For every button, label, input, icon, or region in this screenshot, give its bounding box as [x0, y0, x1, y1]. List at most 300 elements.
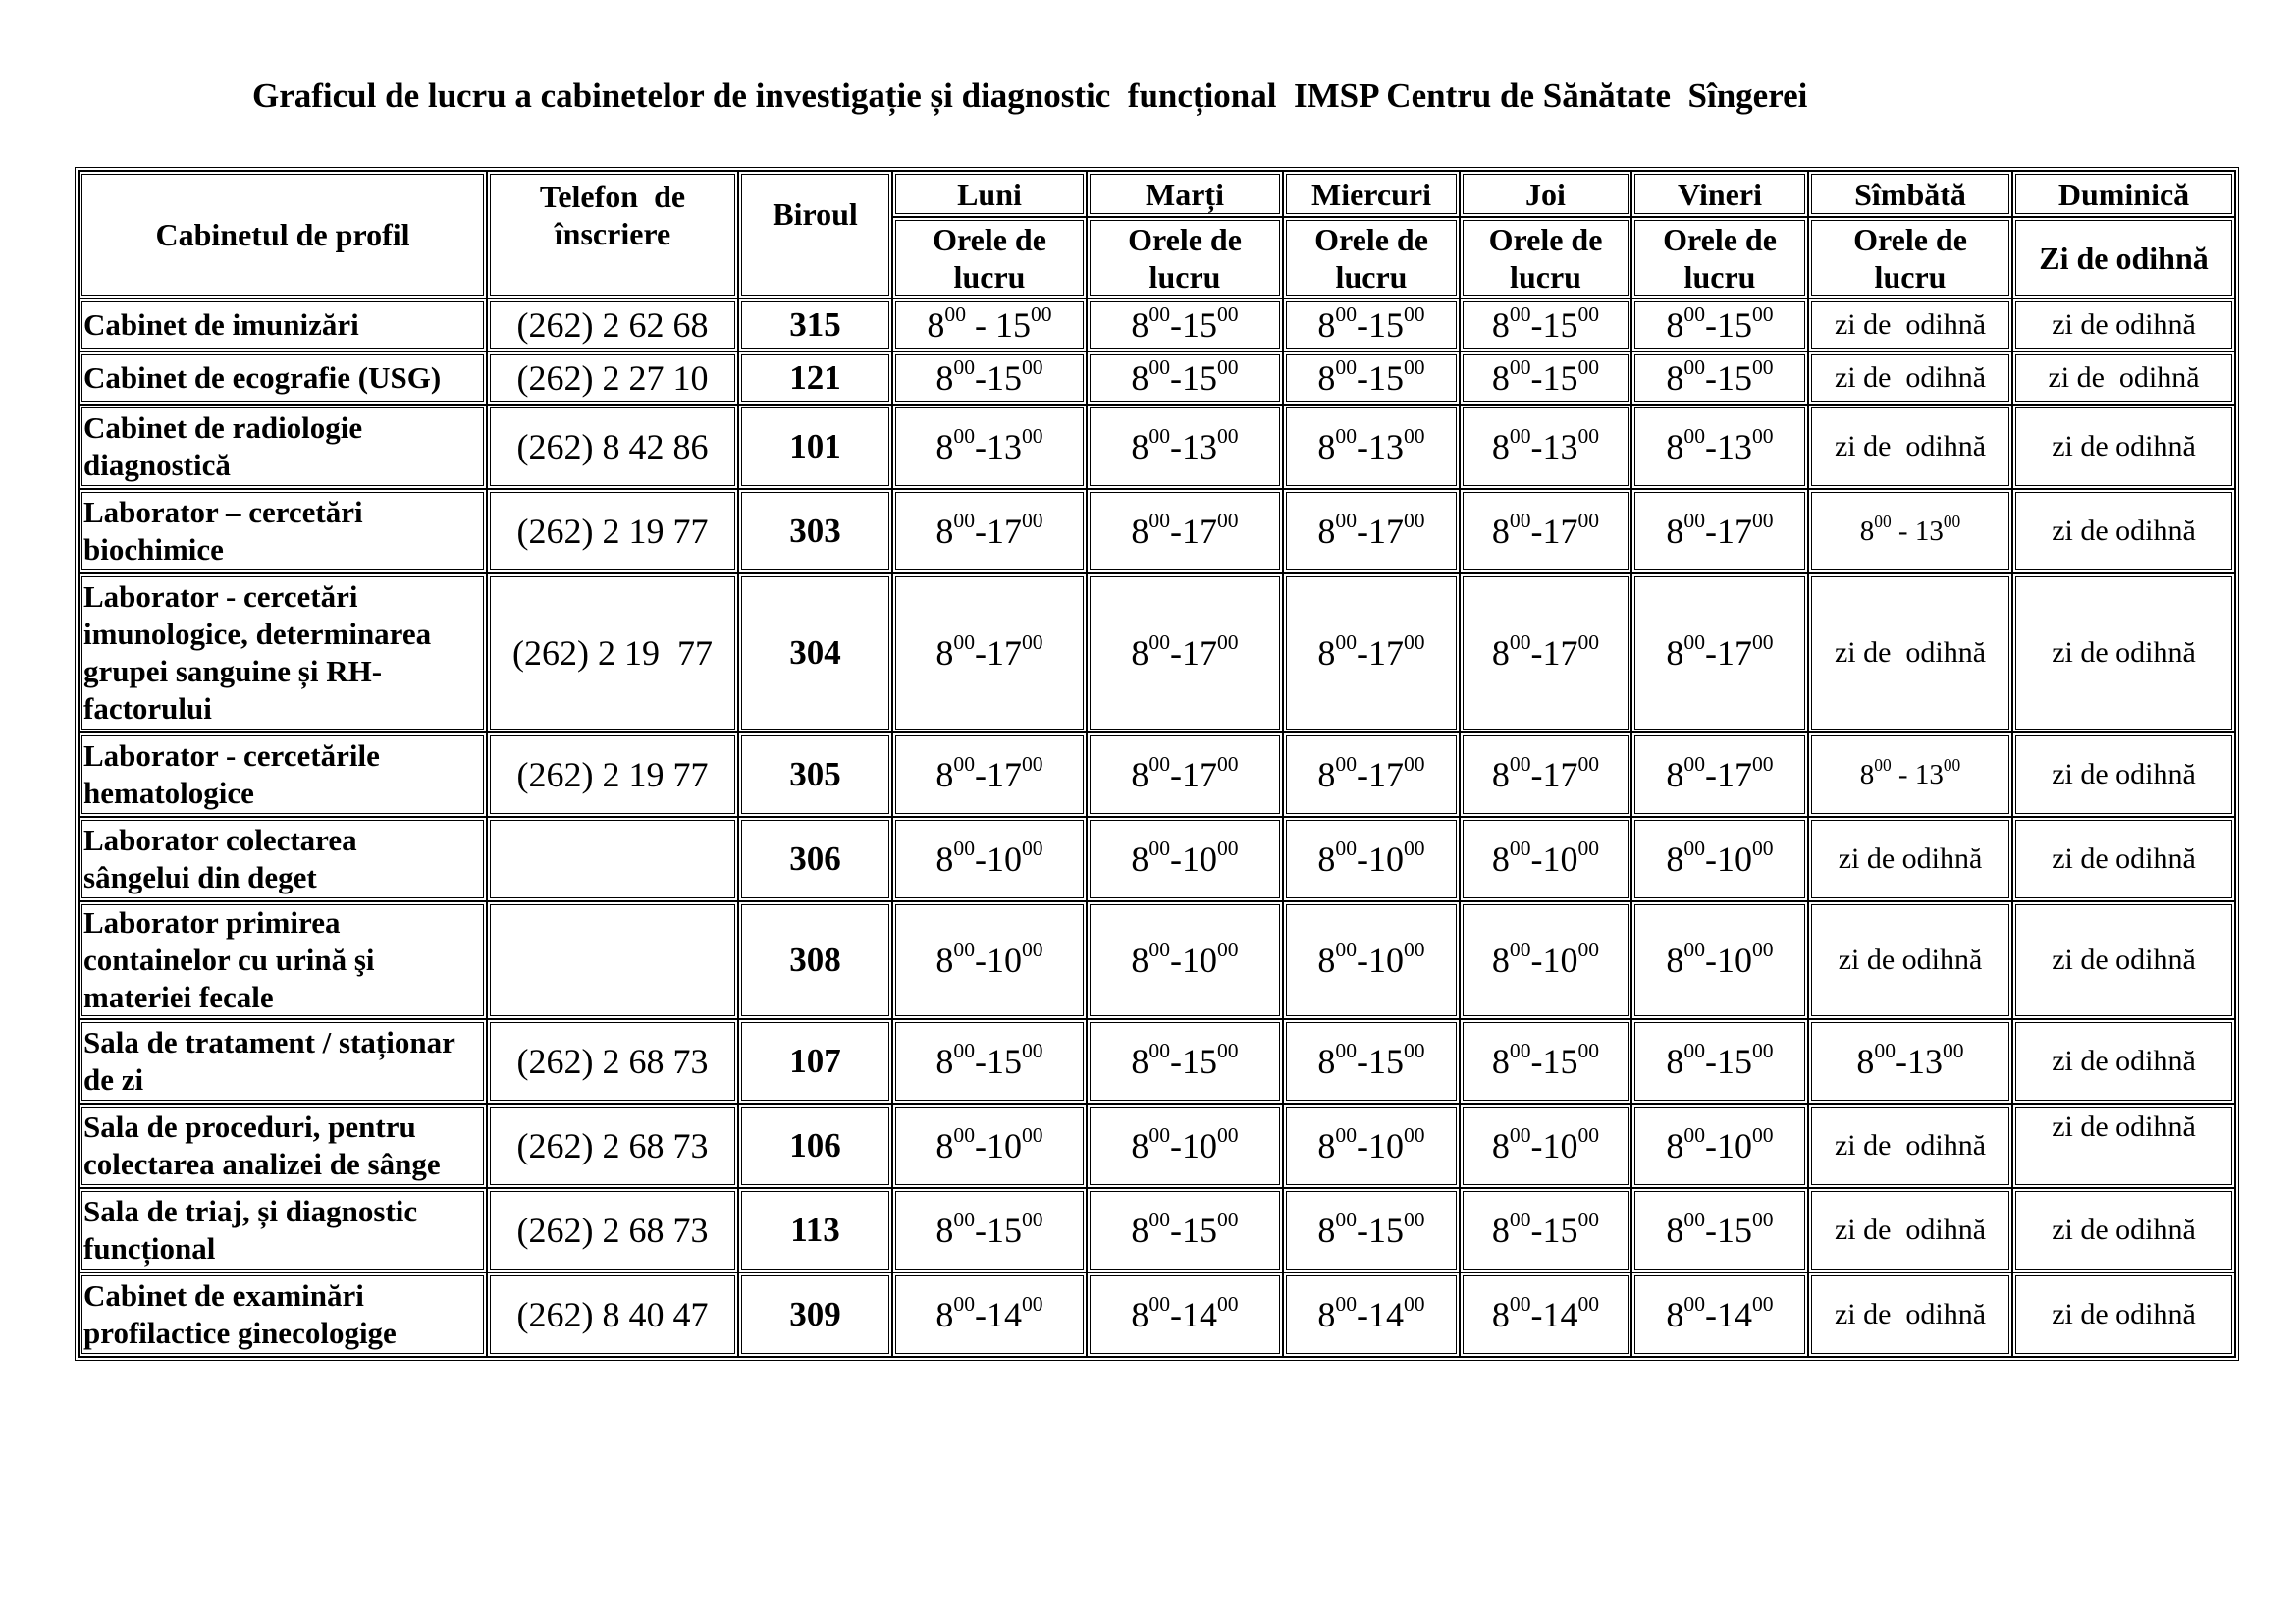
minute-start: 00: [1148, 508, 1170, 532]
minute-end: 00: [1217, 937, 1239, 961]
minute-start: 00: [1509, 1038, 1531, 1062]
hour-end: 10: [987, 941, 1022, 980]
office-number: 305: [738, 732, 892, 817]
working-hours: [1283, 298, 1460, 352]
working-hours: [1283, 1104, 1460, 1188]
cabinet-name-line: de zi: [83, 1062, 144, 1097]
hour-end: 15: [1368, 1211, 1404, 1250]
hour-separator: -: [1357, 305, 1368, 345]
hour-separator: -: [1170, 358, 1182, 398]
hour-start: 8: [1317, 633, 1336, 673]
working-hours: [1087, 732, 1283, 817]
hour-end: 10: [1542, 1126, 1578, 1165]
cabinet-name-line: sângelui din deget: [83, 860, 317, 894]
minute-end: 00: [1404, 836, 1425, 860]
working-hours: [1087, 298, 1283, 352]
hour-separator: -: [1530, 305, 1543, 345]
hour-separator: -: [1530, 633, 1543, 673]
hour-start: 8: [1666, 941, 1684, 980]
hour-end: 10: [1182, 1126, 1217, 1165]
working-hours: [1087, 901, 1283, 1019]
table-row: [79, 817, 2235, 901]
hour-separator: -: [1170, 755, 1182, 794]
hour-end: 17: [987, 512, 1022, 551]
hour-start: 8: [1131, 839, 1149, 879]
cabinet-name: [79, 298, 487, 352]
hour-start: 8: [1666, 427, 1684, 466]
minute-start: 00: [944, 301, 966, 326]
hour-start: 8: [935, 1126, 954, 1165]
minute-start: 00: [1335, 354, 1357, 379]
minute-end: 00: [1577, 1207, 1600, 1231]
hour-separator: -: [1896, 1042, 1907, 1081]
hour-start: 8: [1666, 1211, 1684, 1250]
hour-separator: -: [975, 755, 987, 794]
hour-separator: -: [1170, 1211, 1182, 1250]
working-hours: [892, 405, 1087, 489]
hour-end: 17: [987, 755, 1022, 794]
hour-separator: -: [1170, 1042, 1182, 1081]
hour-separator: -: [975, 358, 987, 398]
working-hours: [1631, 1104, 1808, 1188]
minute-start: 00: [1335, 1038, 1357, 1062]
working-hours: [1631, 1019, 1808, 1104]
minute-start: 00: [1335, 937, 1357, 961]
working-hours: [1460, 817, 1631, 901]
hour-separator: -: [1530, 427, 1543, 466]
header-hours-line1: Orele de: [1663, 221, 1777, 257]
hour-separator: -: [1530, 358, 1543, 398]
minute-end: 00: [1022, 1207, 1043, 1231]
working-hours: [1283, 489, 1460, 573]
working-hours: [892, 817, 1087, 901]
minute-end: 00: [1577, 836, 1600, 860]
hour-separator: -: [1891, 759, 1915, 790]
working-hours: [1283, 1272, 1460, 1357]
hour-start: 8: [935, 358, 954, 398]
working-hours: [1460, 573, 1631, 732]
minute-start: 00: [1683, 508, 1705, 532]
schedule-table: [75, 167, 2239, 1361]
saturday-rest: zi de odihnă: [1808, 405, 2012, 489]
working-hours: [1631, 732, 1808, 817]
hour-separator: -: [1530, 1042, 1543, 1081]
hour-start: 8: [1666, 755, 1684, 794]
cabinet-name-line: Sala de proceduri, pentru: [83, 1110, 416, 1144]
header-day: Marți: [1087, 171, 1283, 217]
minute-start: 00: [1148, 629, 1170, 654]
working-hours: [1460, 405, 1631, 489]
minute-end: 00: [1404, 354, 1425, 379]
minute-start: 00: [1874, 754, 1892, 775]
saturday-rest: zi de odihnă: [1808, 352, 2012, 405]
minute-start: 00: [1148, 1207, 1170, 1231]
hour-end: 10: [1368, 941, 1404, 980]
header-sunday-rest: Zi de odihnă: [2012, 217, 2235, 298]
cabinet-name-line: diagnostică: [83, 448, 231, 482]
header-hours-line2: lucru: [1148, 258, 1221, 295]
cabinet-name-line: biochimice: [83, 532, 224, 567]
working-hours: [1631, 573, 1808, 732]
minute-start: 00: [1148, 1038, 1170, 1062]
working-hours: [892, 1188, 1087, 1272]
minute-end: 00: [1752, 1038, 1774, 1062]
hour-start: 8: [1317, 1211, 1336, 1250]
header-hours-line2: lucru: [1683, 258, 1756, 295]
minute-start: 00: [1335, 629, 1357, 654]
hour-separator: -: [1357, 512, 1368, 551]
hour-separator: -: [1170, 1126, 1182, 1165]
office-number: 121: [738, 352, 892, 405]
hour-separator: -: [975, 427, 987, 466]
hour-separator: -: [1170, 427, 1182, 466]
hour-separator: -: [1705, 633, 1717, 673]
header-day: Duminică: [2012, 171, 2235, 217]
working-hours: [1460, 1104, 1631, 1188]
minute-end: 00: [1404, 301, 1425, 326]
hour-separator: -: [1705, 1042, 1717, 1081]
hour-separator: -: [1705, 1211, 1717, 1250]
header-hours: [1631, 217, 1808, 298]
hour-end: 17: [1542, 755, 1578, 794]
hour-separator: -: [1530, 512, 1543, 551]
working-hours: [1460, 901, 1631, 1019]
hour-end: 10: [1542, 839, 1578, 879]
minute-end: 00: [1031, 301, 1052, 326]
working-hours: [1283, 1188, 1460, 1272]
hour-separator: -: [1705, 305, 1717, 345]
hour-end: 13: [1182, 427, 1217, 466]
minute-end: 00: [1022, 1291, 1043, 1316]
hour-start: 8: [1317, 1042, 1336, 1081]
header-hours-line2: lucru: [1510, 258, 1581, 295]
hour-start: 8: [935, 755, 954, 794]
hour-start: 8: [1131, 1126, 1149, 1165]
hour-start: 8: [1491, 755, 1510, 794]
hour-separator: -: [975, 941, 987, 980]
header-hours-line1: Orele de: [1853, 221, 1967, 257]
office-number: 308: [738, 901, 892, 1019]
sunday-rest: zi de odihnă: [2012, 732, 2235, 817]
header-day: Miercuri: [1283, 171, 1460, 217]
hour-end: 15: [1182, 358, 1217, 398]
hour-start: 8: [1666, 1042, 1684, 1081]
header-day: Vineri: [1631, 171, 1808, 217]
hour-end: 17: [987, 633, 1022, 673]
hour-end: 15: [1368, 305, 1404, 345]
hour-separator: -: [1530, 1295, 1543, 1334]
hour-end: 15: [1542, 358, 1578, 398]
minute-end: 00: [1577, 423, 1600, 448]
hour-start: 8: [935, 427, 954, 466]
minute-end: 00: [1022, 751, 1043, 776]
minute-start: 00: [1509, 1122, 1531, 1147]
header-hours: [1283, 217, 1460, 298]
hour-end: 15: [1717, 358, 1752, 398]
minute-end: 00: [1752, 301, 1774, 326]
minute-start: 00: [1335, 1207, 1357, 1231]
office-number: 315: [738, 298, 892, 352]
hour-start: 8: [1131, 512, 1149, 551]
hour-end: 17: [1542, 512, 1578, 551]
cabinet-name-line: containelor cu urină şi: [83, 943, 375, 977]
header-day: Sîmbătă: [1808, 171, 2012, 217]
working-hours: [1087, 573, 1283, 732]
cabinet-name-line: grupei sanguine și RH-: [83, 654, 383, 688]
hour-end: 17: [1368, 755, 1404, 794]
cabinet-name: [79, 817, 487, 901]
office-number: 303: [738, 489, 892, 573]
hour-end: 15: [987, 358, 1022, 398]
hour-start: 8: [1131, 1211, 1149, 1250]
minute-end: 00: [1752, 629, 1774, 654]
minute-end: 00: [1217, 301, 1239, 326]
hour-start: 8: [1666, 305, 1684, 345]
minute-start: 00: [1148, 423, 1170, 448]
minute-start: 00: [1683, 301, 1705, 326]
hour-separator: -: [1357, 755, 1368, 794]
hour-end: 17: [1182, 755, 1217, 794]
minute-start: 00: [953, 1207, 975, 1231]
table-row: [79, 298, 2235, 352]
cabinet-name: [79, 489, 487, 573]
working-hours: [892, 1104, 1087, 1188]
hour-separator: -: [1705, 1126, 1717, 1165]
phone-number: (262) 2 68 73: [487, 1104, 738, 1188]
minute-start: 00: [953, 937, 975, 961]
hour-start: 8: [1131, 305, 1149, 345]
hour-end: 10: [1717, 1126, 1752, 1165]
office-number: 304: [738, 573, 892, 732]
hour-start: 8: [1131, 755, 1149, 794]
cabinet-name: [79, 573, 487, 732]
minute-end: 00: [1577, 629, 1600, 654]
minute-start: 00: [1683, 937, 1705, 961]
working-hours: [1631, 817, 1808, 901]
working-hours: [1087, 1272, 1283, 1357]
cabinet-name: [79, 1019, 487, 1104]
sunday-rest: zi de odihnă: [2012, 573, 2235, 732]
hour-start: 8: [1131, 941, 1149, 980]
cabinet-name-line: Laborator – cercetări: [83, 495, 363, 529]
schedule-body: [79, 298, 2235, 1357]
working-hours: [1087, 1104, 1283, 1188]
hour-end: 15: [1542, 1211, 1578, 1250]
hour-separator: -: [1357, 358, 1368, 398]
working-hours: [1283, 901, 1460, 1019]
hour-separator: -: [975, 1042, 987, 1081]
hour-end: 15: [995, 305, 1031, 345]
working-hours: [1460, 489, 1631, 573]
hour-end: 17: [1368, 512, 1404, 551]
header-phone-line1: Telefon de: [539, 179, 686, 214]
hour-end: 14: [987, 1295, 1022, 1334]
minute-start: 00: [953, 1038, 975, 1062]
sunday-rest: zi de odihnă: [2012, 1272, 2235, 1357]
hour-end: 13: [1717, 427, 1752, 466]
working-hours: [1087, 489, 1283, 573]
hour-separator: -: [1170, 1295, 1182, 1334]
hour-end: 15: [1717, 1211, 1752, 1250]
minute-start: 00: [1335, 508, 1357, 532]
working-hours: [1283, 352, 1460, 405]
working-hours: [1283, 573, 1460, 732]
minute-end: 00: [1404, 423, 1425, 448]
hour-start: 8: [1859, 515, 1875, 547]
minute-end: 00: [1022, 1122, 1043, 1147]
minute-end: 00: [1577, 1038, 1600, 1062]
hour-separator: -: [1705, 512, 1717, 551]
cabinet-name-line: funcțional: [83, 1231, 216, 1266]
hour-start: 8: [1666, 1126, 1684, 1165]
cabinet-name-line: hematologice: [83, 776, 254, 810]
minute-end: 00: [1752, 1207, 1774, 1231]
cabinet-name-line: materiei fecale: [83, 980, 274, 1014]
header-hours: [1087, 217, 1283, 298]
hour-separator: -: [1530, 941, 1543, 980]
hour-end: 17: [1717, 633, 1752, 673]
hour-separator: -: [966, 305, 995, 345]
hour-start: 8: [935, 512, 954, 551]
hour-end: 17: [1182, 633, 1217, 673]
hour-start: 8: [1491, 633, 1510, 673]
minute-start: 00: [1683, 1207, 1705, 1231]
minute-start: 00: [1335, 751, 1357, 776]
minute-start: 00: [1509, 751, 1531, 776]
hour-end: 15: [1368, 358, 1404, 398]
minute-end: 00: [1404, 508, 1425, 532]
minute-end: 00: [1404, 629, 1425, 654]
header-cabinet: Cabinetul de profil: [79, 171, 487, 298]
hour-separator: -: [975, 1126, 987, 1165]
hour-start: 8: [1317, 1126, 1336, 1165]
document-title: Graficul de lucru a cabinetelor de investigație și diagnostic funcțional IMSP Centru de Sănătate Sîngerei: [252, 77, 1808, 115]
minute-start: 00: [953, 836, 975, 860]
hour-end: 17: [1717, 512, 1752, 551]
hour-start: 8: [1131, 427, 1149, 466]
minute-end: 00: [1752, 508, 1774, 532]
hour-separator: -: [1357, 1211, 1368, 1250]
hour-start: 8: [1317, 427, 1336, 466]
hour-start: 8: [1491, 1042, 1510, 1081]
hour-end: 10: [987, 839, 1022, 879]
minute-start: 00: [1148, 937, 1170, 961]
hour-end: 14: [1368, 1295, 1404, 1334]
hour-end: 10: [1717, 941, 1752, 980]
minute-start: 00: [1335, 423, 1357, 448]
table-row: [79, 573, 2235, 732]
minute-start: 00: [1509, 423, 1531, 448]
working-hours: [1283, 405, 1460, 489]
minute-start: 00: [1148, 1291, 1170, 1316]
hour-end: 15: [1368, 1042, 1404, 1081]
hour-end: 10: [987, 1126, 1022, 1165]
header-hours-line1: Orele de: [1488, 221, 1603, 257]
phone-number: (262) 2 19 77: [487, 489, 738, 573]
hour-separator: -: [975, 1211, 987, 1250]
cabinet-name-line: Cabinet de imunizări: [83, 307, 359, 342]
hour-separator: -: [975, 512, 987, 551]
minute-end: 00: [1752, 937, 1774, 961]
hour-start: 8: [1317, 1295, 1336, 1334]
minute-start: 00: [953, 1122, 975, 1147]
sunday-rest: zi de odihnă: [2012, 1019, 2235, 1104]
minute-end: 00: [1217, 1038, 1239, 1062]
hour-end: 14: [1717, 1295, 1752, 1334]
phone-number: (262) 2 62 68: [487, 298, 738, 352]
table-row: [79, 405, 2235, 489]
cabinet-name-line: factorului: [83, 691, 212, 726]
working-hours: [892, 732, 1087, 817]
header-phone-line2: înscriere: [554, 216, 671, 251]
hour-end: 10: [1542, 941, 1578, 980]
cabinet-name-line: colectarea analizei de sânge: [83, 1147, 441, 1181]
cabinet-name: [79, 732, 487, 817]
phone-number: (262) 2 19 77: [487, 573, 738, 732]
minute-end: 00: [1752, 423, 1774, 448]
hour-end: 13: [1914, 515, 1944, 547]
cabinet-name-line: Cabinet de examinări: [83, 1278, 364, 1313]
working-hours: [1087, 352, 1283, 405]
hour-end: 13: [1368, 427, 1404, 466]
sunday-rest: zi de odihnă: [2012, 489, 2235, 573]
saturday-rest: zi de odihnă: [1808, 298, 2012, 352]
hour-start: 8: [1317, 941, 1336, 980]
hour-separator: -: [1705, 427, 1717, 466]
minute-start: 00: [1683, 629, 1705, 654]
minute-start: 00: [1509, 1291, 1531, 1316]
table-row: [79, 1272, 2235, 1357]
cabinet-name-line: Laborator primirea: [83, 905, 341, 940]
hour-end: 15: [1717, 1042, 1752, 1081]
minute-end: 00: [1217, 354, 1239, 379]
cabinet-name-line: profilactice ginecologige: [83, 1316, 397, 1350]
minute-end: 00: [1022, 508, 1043, 532]
minute-start: 00: [953, 629, 975, 654]
hour-separator: -: [1357, 839, 1368, 879]
hour-start: 8: [1317, 358, 1336, 398]
header-hours-line1: Orele de: [1128, 221, 1242, 257]
working-hours: [892, 298, 1087, 352]
hour-separator: -: [1705, 839, 1717, 879]
hour-start: 8: [1317, 305, 1336, 345]
sunday-rest: zi de odihnă: [2012, 901, 2235, 1019]
phone-number: (262) 8 42 86: [487, 405, 738, 489]
hour-start: 8: [1666, 633, 1684, 673]
working-hours: [1283, 1019, 1460, 1104]
hour-start: 8: [1491, 427, 1510, 466]
minute-start: 00: [1335, 836, 1357, 860]
hour-start: 8: [935, 1295, 954, 1334]
hour-end: 10: [1182, 941, 1217, 980]
hour-separator: -: [1705, 1295, 1717, 1334]
hour-separator: -: [1170, 512, 1182, 551]
minute-start: 00: [1683, 423, 1705, 448]
minute-end: 00: [1752, 836, 1774, 860]
hour-start: 8: [1491, 305, 1510, 345]
minute-end: 00: [1022, 836, 1043, 860]
minute-end: 00: [1577, 937, 1600, 961]
office-number: 107: [738, 1019, 892, 1104]
hour-start: 8: [1131, 633, 1149, 673]
working-hours: [1283, 732, 1460, 817]
working-hours: [1460, 732, 1631, 817]
phone-number: [487, 817, 738, 901]
minute-end: 00: [1022, 937, 1043, 961]
minute-end: 00: [1217, 508, 1239, 532]
hour-separator: -: [975, 633, 987, 673]
saturday-rest: zi de odihnă: [1808, 1272, 2012, 1357]
